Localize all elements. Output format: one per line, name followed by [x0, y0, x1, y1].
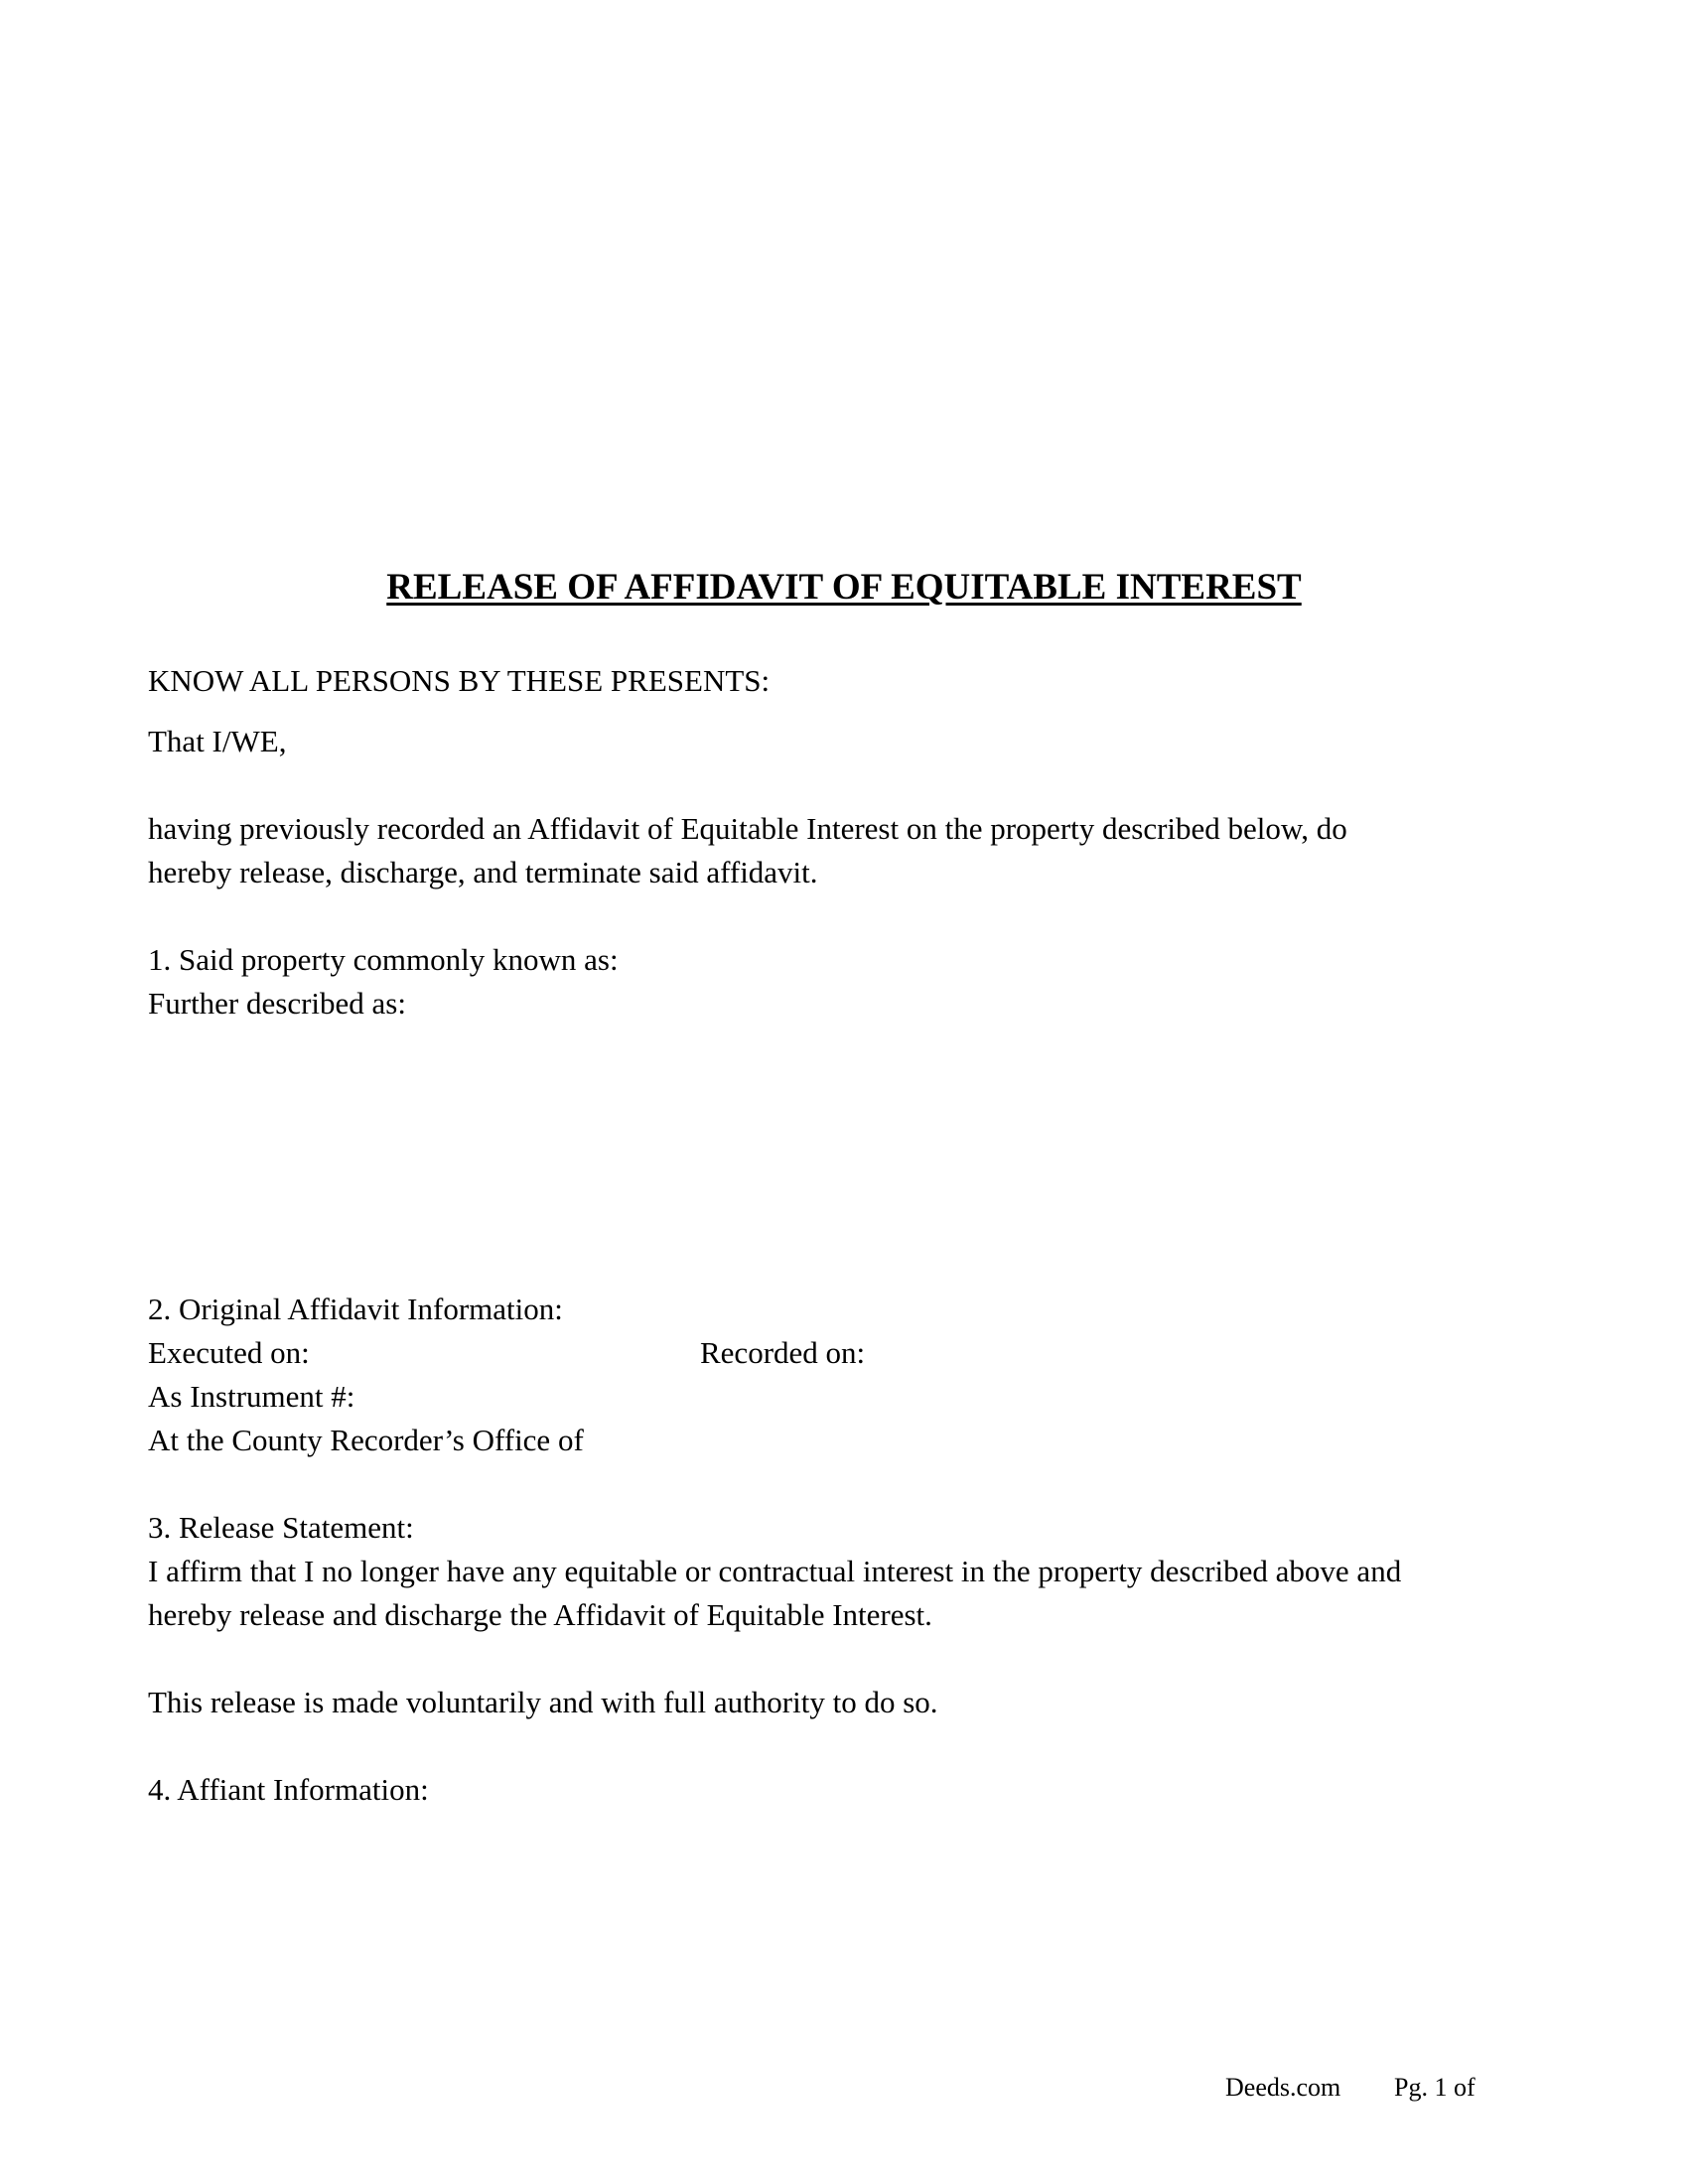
recorded-on-label: Recorded on:	[700, 1335, 866, 1370]
section-4-heading: 4. Affiant Information:	[148, 1772, 429, 1807]
footer-site-name: Deeds.com	[1225, 2073, 1341, 2102]
section-1-heading: 1. Said property commonly known as:	[148, 942, 619, 977]
recital-line-1: having previously recorded an Affidavit of Equitable Interest on the property described below, do	[148, 811, 1347, 846]
section-3-heading: 3. Release Statement:	[148, 1510, 414, 1545]
recital-line-2: hereby release, discharge, and terminate said affidavit.	[148, 855, 818, 889]
document-title: RELEASE OF AFFIDAVIT OF EQUITABLE INTEREST	[386, 567, 1302, 608]
further-described-label: Further described as:	[148, 986, 406, 1021]
grantor-line: That I/WE,	[148, 724, 287, 758]
release-statement-line-2: hereby release and discharge the Affidavit of Equitable Interest.	[148, 1597, 932, 1632]
section-2-heading: 2. Original Affidavit Information:	[148, 1292, 563, 1326]
release-statement-line-1: I affirm that I no longer have any equitable or contractual interest in the property described above and	[148, 1554, 1402, 1588]
voluntary-statement: This release is made voluntarily and with full authority to do so.	[148, 1685, 938, 1719]
executed-on-label: Executed on:	[148, 1335, 310, 1370]
instrument-number-label: As Instrument #:	[148, 1379, 355, 1414]
intro-text: KNOW ALL PERSONS BY THESE PRESENTS:	[148, 663, 771, 698]
county-office-label: At the County Recorder’s Office of	[148, 1423, 584, 1457]
footer-page-number: Pg. 1 of	[1394, 2073, 1476, 2102]
